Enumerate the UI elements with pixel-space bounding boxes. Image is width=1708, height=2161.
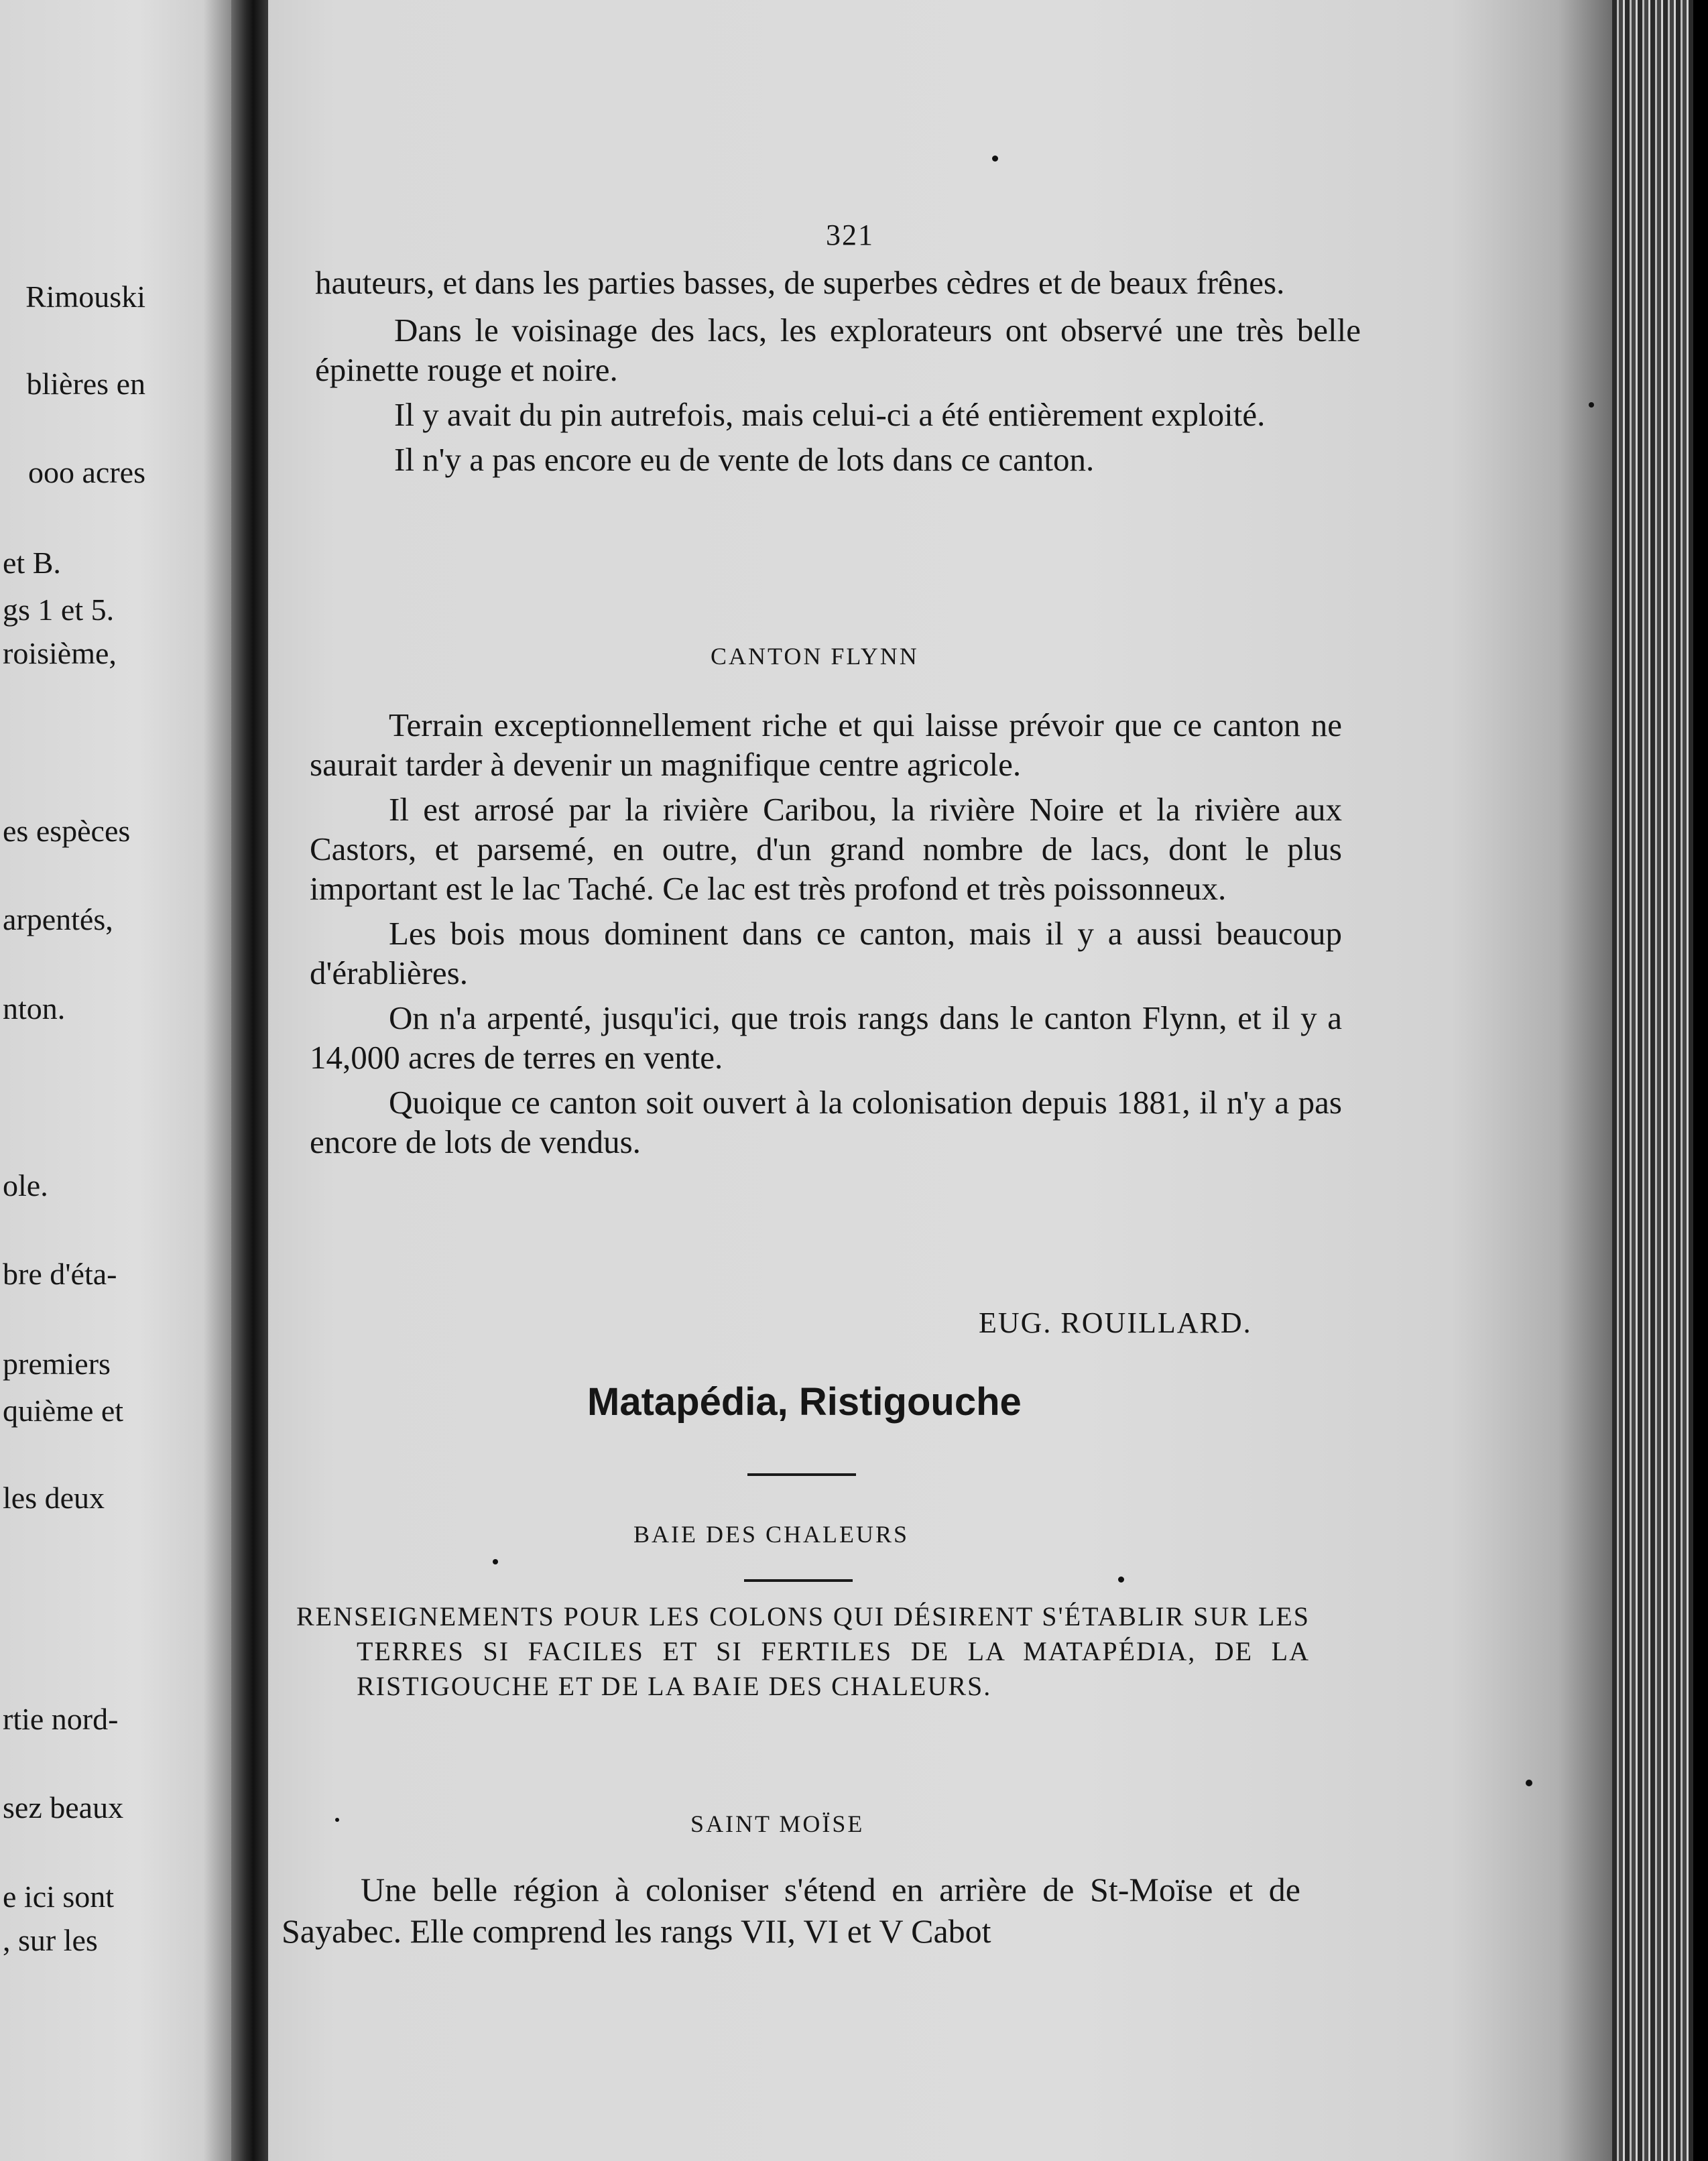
left-page (0, 0, 231, 2161)
info-heading (296, 1599, 1310, 1704)
paragraph: hauteurs, et dans les parties basses, de superbes cèdres et de beaux frênes. (315, 264, 1285, 301)
scan-speck (1589, 402, 1594, 408)
divider-rule (747, 1473, 856, 1476)
page-number: 321 (826, 219, 874, 251)
left-page-fragment: ole. (3, 1168, 48, 1202)
scan-speck (493, 1559, 498, 1564)
left-page-fragment: rtie nord- (3, 1702, 119, 1736)
left-page-fragment: e ici sont (3, 1879, 115, 1914)
left-page-fragment: es espèces (3, 814, 131, 848)
paragraph: Il est arrosé par la rivière Caribou, la rivière Noire et la rivière aux Castors, et parsemé, en outre, d'un grand nombre de lacs, dont le plus important est le lac Taché. Ce lac est très profond et très poissonneux. (310, 791, 1342, 907)
saint-moise-heading: SAINT MOÏSE (690, 1810, 865, 1837)
info-heading-text: RENSEIGNEMENTS POUR LES COLONS QUI DÉSIRENT S'ÉTABLIR SUR LES TERRES SI FACILES ET SI FERTILES DE LA MATAPÉDIA, DE LA RISTIGOUCHE ET DE LA BAIE DES CHALEURS. (296, 1601, 1310, 1701)
left-page-fragment: ooo acres (28, 455, 145, 489)
scan-speck (335, 1818, 339, 1822)
paragraph: Quoique ce canton soit ouvert à la colonisation depuis 1881, il n'y a pas encore de lots de vendus. (310, 1084, 1342, 1160)
paragraph: Dans le voisinage des lacs, les explorateurs ont observé une très belle épinette rouge et noire. (315, 312, 1361, 388)
paragraph: Les bois mous dominent dans ce canton, mais il y a aussi beaucoup d'érablières. (310, 915, 1342, 991)
scan-speck (1118, 1577, 1124, 1583)
section-title: Matapédia, Ristigouche (587, 1380, 1022, 1424)
paragraph: On n'a arpenté, jusqu'ici, que trois rangs dans le canton Flynn, et il y a 14,000 acres de terres en vente. (310, 999, 1342, 1076)
baie-des-chaleurs-heading: BAIE DES CHALEURS (633, 1521, 910, 1548)
left-page-fragment: blières en (26, 367, 145, 401)
left-page-fragment: roisième, (3, 636, 117, 670)
left-page-fragment: et B. (3, 546, 61, 580)
author-signature: EUG. ROUILLARD. (979, 1306, 1252, 1339)
left-page-fragment: bre d'éta- (3, 1257, 117, 1291)
left-page-fragment: premiers (3, 1347, 111, 1381)
left-page-fragment: les deux (3, 1481, 105, 1515)
left-page-fragment: , sur les (3, 1923, 98, 1957)
paragraph: Il y avait du pin autrefois, mais celui-ci a été entièrement exploité. (394, 396, 1266, 433)
paragraph: Une belle région à coloniser s'étend en arrière de St-Moïse et de Sayabec. Elle comprend les rangs VII, VI et V Cabot (282, 1871, 1300, 1950)
continued-text (315, 263, 1361, 479)
divider-rule (744, 1579, 853, 1582)
left-page-fragment: arpentés, (3, 902, 113, 936)
canton-flynn-text (310, 705, 1342, 1162)
paragraph: Terrain exceptionnellement riche et qui laisse prévoir que ce canton ne saurait tarder à devenir un magnifique centre agricole. (310, 706, 1342, 783)
scan-speck (992, 156, 998, 162)
left-page-fragment: Rimouski (25, 280, 145, 314)
left-page-fragment: gs 1 et 5. (3, 593, 115, 627)
left-page-fragment: sez beaux (3, 1790, 124, 1825)
paragraph: Il n'y a pas encore eu de vente de lots dans ce canton. (394, 441, 1095, 478)
canton-flynn-heading: CANTON FLYNN (711, 643, 919, 670)
left-page-fragment: quième et (3, 1394, 124, 1428)
scan-speck (1526, 1780, 1532, 1786)
left-page-fragment: nton. (3, 991, 66, 1026)
page-edges (1612, 0, 1708, 2161)
saint-moise-text (282, 1869, 1300, 1952)
book-gutter (231, 0, 268, 2161)
